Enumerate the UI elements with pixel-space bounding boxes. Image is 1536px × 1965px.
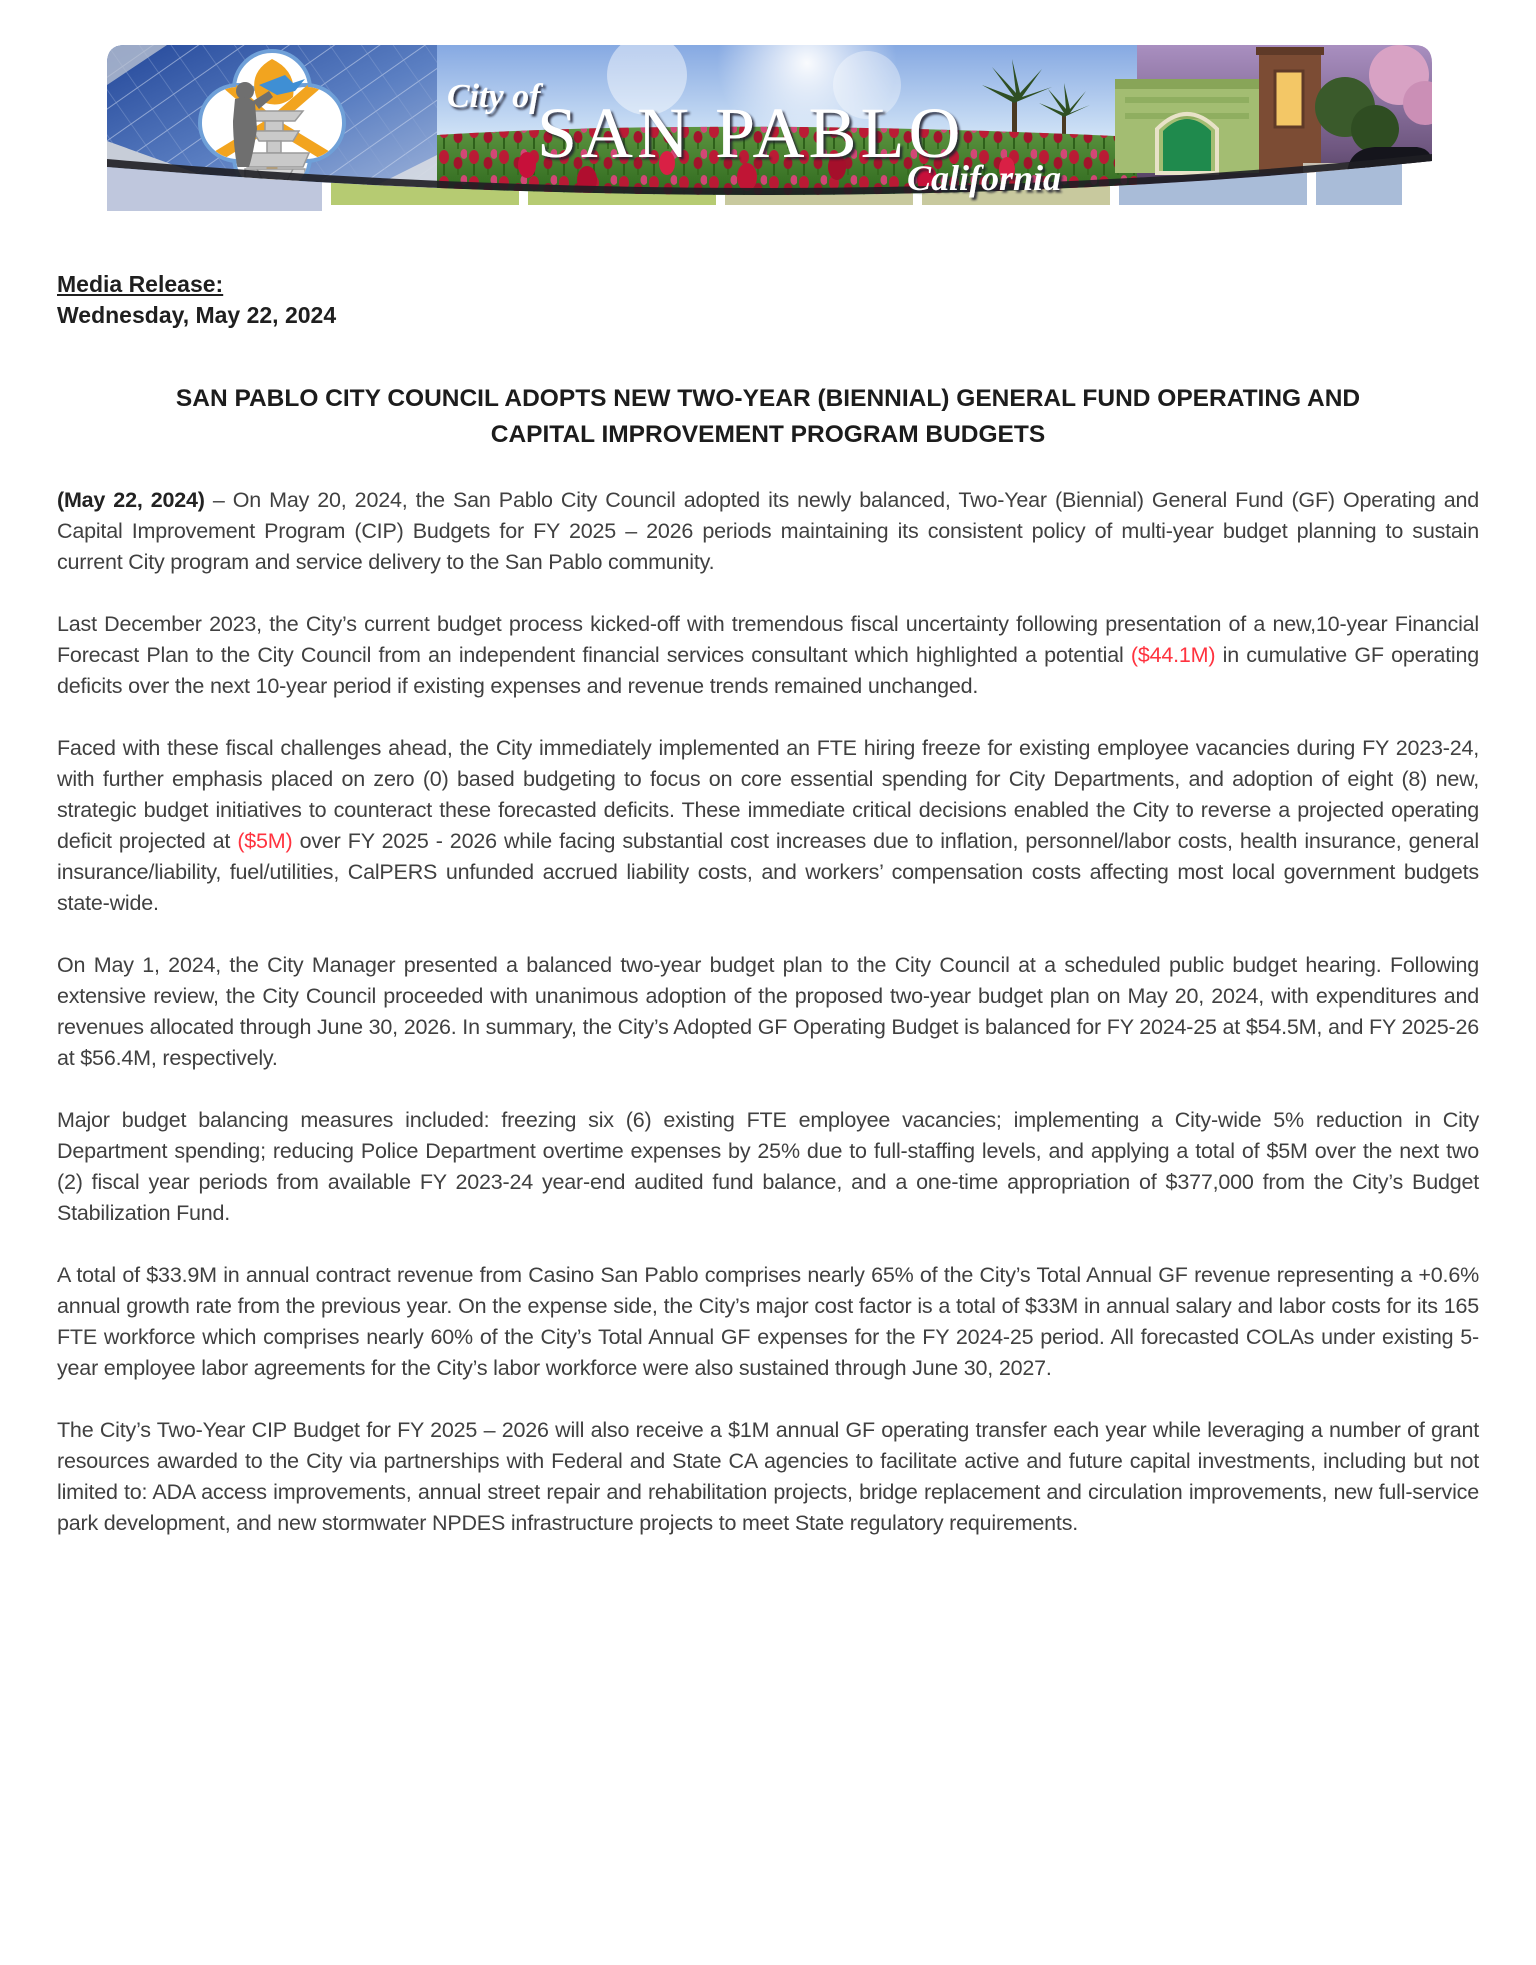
bold-lead-text: (May 22, 2024): [57, 488, 205, 512]
banner-san-pablo: SAN PABLO: [537, 93, 965, 173]
paragraph: [57, 609, 1479, 702]
body-text: Major budget balancing measures included: freezing six (6) existing FTE employee vacancies; implementing a City-wide 5% reduction in City Department spending; reducing Police Department overtime expenses by 25% due to full-staffing levels, and applying a total of $5M over the next two (2) fiscal year periods from available FY 2023-24 year-end audited fund balance, and a one-time appropriation of $377,000 from the City’s Budget Stabilization Fund.: [57, 1108, 1479, 1225]
release-date: Wednesday, May 22, 2024: [57, 302, 337, 328]
release-header: [57, 269, 1479, 331]
banner-california: California: [907, 158, 1062, 198]
highlight-red-text: ($44.1M): [1130, 643, 1216, 667]
banner-photo-collage: [107, 45, 1432, 205]
body-text: On May 1, 2024, the City Manager presented a balanced two-year budget plan to the City Council at a scheduled public budget hearing. Following extensive review, the City Council proceeded with unanimous adoption of the proposed two-year budget plan on May 20, 2024, with expenditures and revenues allocated through June 30, 2026. In summary, the City’s Adopted GF Operating Budget is balanced for FY 2024-25 at $54.5M, and FY 2025-26 at $56.4M, respectively.: [57, 953, 1479, 1070]
city-banner: [107, 45, 1432, 237]
media-release-label: Media Release:: [57, 271, 224, 297]
body-text: Faced with these fiscal challenges ahead, the City immediately implemented an FTE hiring freeze for existing employee vacancies during FY 2023-24, with further emphasis placed on zero (0) based budgeting to focus on core essential spending for City Departments, and adoption of eight (8) new, strategic budget initiatives to counteract these forecasted deficits. These immediate critical decisions enabled the City to reverse a projected operating deficit projected at: [57, 736, 1479, 853]
body-text: The City’s Two-Year CIP Budget for FY 2025 – 2026 will also receive a $1M annual GF operating transfer each year while leveraging a number of grant resources awarded to the City via partnerships with Federal and State CA agencies to facilitate active and future capital investments, including but not limited to: ADA access improvements, annual street repair and rehabilitation projects, bridge replacement and circulation improvements, new full-service park development, and new stormwater NPDES infrastructure projects to meet State regulatory requirements.: [57, 1418, 1479, 1535]
banner-city-of: City of: [447, 78, 541, 115]
paragraph: [57, 485, 1479, 578]
body-text: Last December 2023, the City’s current budget process kicked-off with tremendous fiscal uncertainty following presentation of a new,10-year Financial Forecast Plan to the City Council from an independent financial services consultant which highlighted a potential: [57, 612, 1479, 667]
paragraph: [57, 1105, 1479, 1229]
article-body: [57, 485, 1479, 1539]
paragraph: [57, 1260, 1479, 1384]
body-text: – On May 20, 2024, the San Pablo City Council adopted its newly balanced, Two-Year (Biennial) General Fund (GF) Operating and Capital Improvement Program (CIP) Budgets for FY 2025 – 2026 periods maintaining its consistent policy of multi-year budget planning to sustain current City program and service delivery to the San Pablo community.: [57, 488, 1479, 574]
body-text: in cumulative GF operating deficits over the next 10-year period if existing expenses and revenue trends remained unchanged.: [57, 643, 1479, 698]
paragraph: [57, 1415, 1479, 1539]
paragraph: [57, 733, 1479, 919]
headline: SAN PABLO CITY COUNCIL ADOPTS NEW TWO-YEAR (BIENNIAL) GENERAL FUND OPERATING AND CAPITAL IMPROVEMENT PROGRAM BUDGETS: [175, 385, 1361, 448]
paragraph: [57, 950, 1479, 1074]
banner-tower: [1256, 47, 1324, 173]
body-text: over FY 2025 - 2026 while facing substantial cost increases due to inflation, personnel/labor costs, health insurance, general insurance/liability, fuel/utilities, CalPERS unfunded accrued liability costs, and workers’ compensation costs affecting most local government budgets state-wide.: [57, 829, 1479, 915]
body-text: A total of $33.9M in annual contract revenue from Casino San Pablo comprises nearly 65% of the City’s Total Annual GF revenue representing a +0.6% annual growth rate from the previous year. On the expense side, the City’s major cost factor is a total of $33M in annual salary and labor costs for its 165 FTE workforce which comprises nearly 60% of the City’s Total Annual GF expenses for the FY 2024-25 period. All forecasted COLAs under existing 5-year employee labor agreements for the City’s labor workforce were also sustained through June 30, 2027.: [57, 1263, 1479, 1380]
banner-city-hall: [1115, 79, 1259, 173]
highlight-red-text: ($5M): [237, 829, 293, 853]
